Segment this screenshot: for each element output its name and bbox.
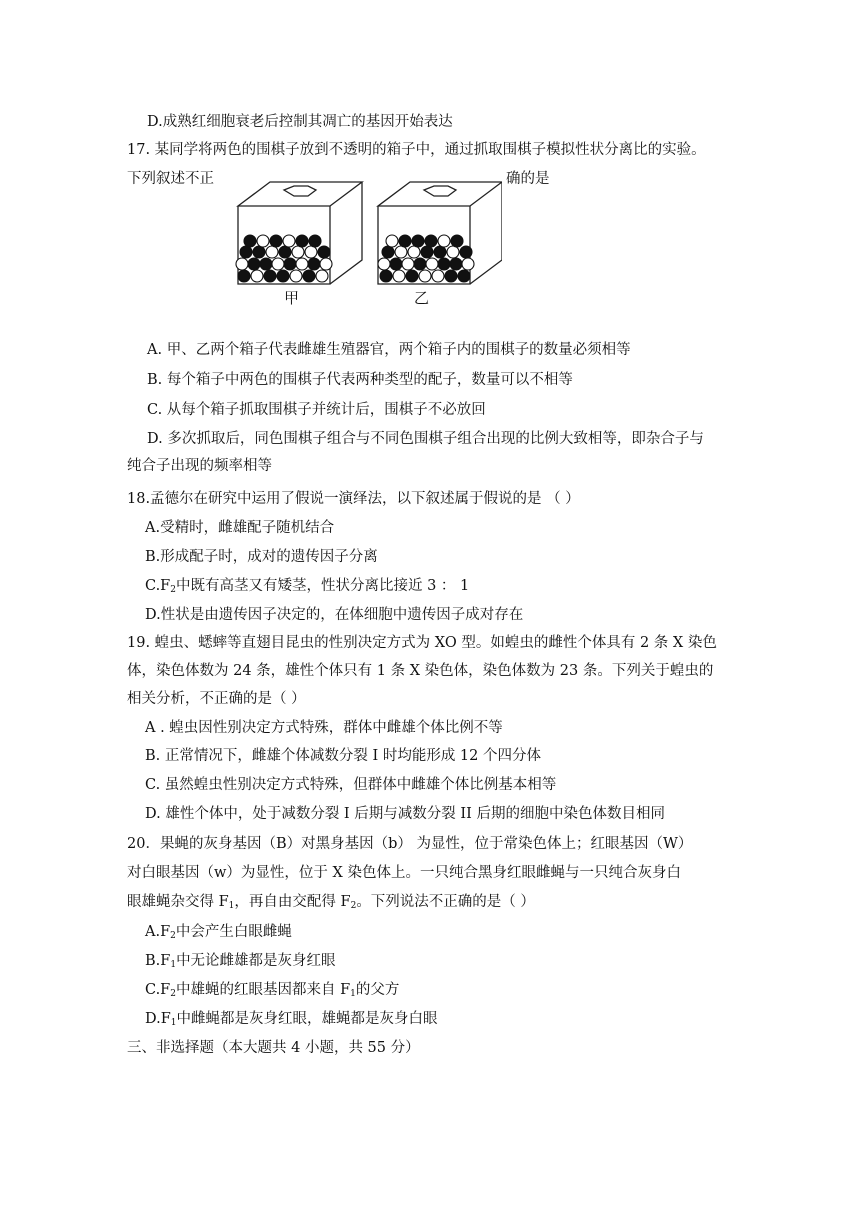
q18-option-b: B.形成配子时，成对的遗传因子分离 bbox=[145, 549, 378, 565]
q18-option-d: D.性状是由遗传因子决定的，在体细胞中遗传因子成对存在 bbox=[145, 607, 524, 623]
go-stone bbox=[260, 258, 272, 270]
go-stone bbox=[390, 258, 402, 270]
go-stone bbox=[426, 258, 438, 270]
go-stone bbox=[240, 246, 252, 258]
go-stone bbox=[236, 258, 248, 270]
go-stone bbox=[290, 270, 302, 282]
q18-option-a: A.受精时，雌雄配子随机结合 bbox=[145, 520, 335, 536]
go-stone bbox=[284, 258, 296, 270]
q20-option-b: $B.F_1$中无论雌雄都是灰身红眼 bbox=[145, 953, 336, 970]
q19-stem-line1: 19. 蝗虫、蟋蟀等直翅目昆虫的性别决定方式为 XO 型。如蝗虫的雌性个体具有 2 条 X 染色 bbox=[127, 635, 717, 651]
q20-option-a: $A.F_2$中会产生白眼雌蝇 bbox=[145, 924, 292, 941]
q16-option-d: D.成熟红细胞衰老后控制其凋亡的基因开始表达 bbox=[147, 114, 453, 130]
go-stone bbox=[248, 258, 260, 270]
q19-option-a: A . 蝗虫因性别决定方式特殊，群体中雌雄个体比例不等 bbox=[145, 720, 503, 736]
q18-option-c: $C.F_2$中既有高茎又有矮茎，性状分离比接近 3 ： 1 bbox=[145, 578, 470, 595]
go-stone bbox=[393, 270, 405, 282]
q17-option-b: B. 每个箱子中两色的围棋子代表两种类型的配子，数量可以不相等 bbox=[147, 372, 573, 388]
q18-stem: 18.孟德尔在研究中运用了假说一演绎法，以下叙述属于假说的是 （ ） bbox=[127, 491, 580, 507]
go-stone bbox=[253, 246, 265, 258]
go-stone bbox=[445, 270, 457, 282]
go-stone bbox=[264, 270, 276, 282]
go-stone bbox=[318, 246, 330, 258]
go-stone bbox=[296, 258, 308, 270]
q19-option-c: C. 虽然蝗虫性别决定方式特殊，但群体中雌雄个体比例基本相等 bbox=[145, 777, 557, 793]
go-stone bbox=[406, 270, 418, 282]
go-stone bbox=[303, 270, 315, 282]
go-stone bbox=[308, 258, 320, 270]
go-stone bbox=[320, 258, 332, 270]
go-stone bbox=[438, 235, 450, 247]
go-stone bbox=[395, 246, 407, 258]
go-stone bbox=[458, 270, 470, 282]
go-stone bbox=[251, 270, 263, 282]
go-stone bbox=[462, 258, 474, 270]
go-stone bbox=[270, 235, 282, 247]
go-stone bbox=[447, 246, 459, 258]
section-3-heading: 三、非选择题（本大题共 4 小题，共 55 分） bbox=[127, 1040, 420, 1056]
go-stone bbox=[382, 246, 394, 258]
go-stone bbox=[244, 235, 256, 247]
go-stone bbox=[296, 235, 308, 247]
go-stone bbox=[451, 235, 463, 247]
q17-boxes-figure bbox=[232, 178, 502, 308]
go-stone bbox=[412, 235, 424, 247]
go-stone bbox=[434, 246, 446, 258]
q17-stem-line2-left: 下列叙述不正 bbox=[127, 171, 214, 187]
go-stone bbox=[279, 246, 291, 258]
go-stone bbox=[238, 270, 250, 282]
q20-option-d: $D.F_1$中雌蝇都是灰身红眼，雄蝇都是灰身白眼 bbox=[145, 1011, 438, 1028]
q19-stem-line2: 体，染色体数为 24 条，雄性个体只有 1 条 X 染色体，染色体数为 23 条。下列关于蝗虫的 bbox=[127, 663, 714, 679]
go-stone bbox=[408, 246, 420, 258]
q19-option-d: D. 雄性个体中，处于减数分裂 I 后期与减数分裂 II 后期的细胞中染色体数目相同 bbox=[145, 806, 665, 822]
go-stone bbox=[257, 235, 269, 247]
q19-option-b: B. 正常情况下，雌雄个体减数分裂 I 时均能形成 12 个四分体 bbox=[145, 748, 541, 764]
label-yi: 乙 bbox=[414, 289, 430, 307]
go-stone bbox=[283, 235, 295, 247]
go-stone bbox=[386, 235, 398, 247]
go-stone bbox=[399, 235, 411, 247]
q17-stem-line2-right: 确的是 bbox=[506, 171, 550, 187]
go-stone bbox=[272, 258, 284, 270]
q17-option-d: D. 多次抓取后，同色围棋子组合与不同色围棋子组合出现的比例大致相等，即杂合子与 bbox=[147, 431, 704, 447]
q20-stem-line1: 20．果蝇的灰身基因（B）对黑身基因（b） 为显性，位于常染色体上；红眼基因（W） bbox=[127, 836, 693, 852]
go-stone bbox=[292, 246, 304, 258]
go-stone bbox=[432, 270, 444, 282]
q17-stem-line1: 17. 某同学将两色的围棋子放到不透明的箱子中，通过抓取围棋子模拟性状分离比的实验。 bbox=[127, 142, 706, 158]
q19-stem-line3: 相关分析，不正确的是（ ） bbox=[127, 691, 306, 707]
go-stone bbox=[438, 258, 450, 270]
go-stone bbox=[421, 246, 433, 258]
go-stone bbox=[450, 258, 462, 270]
go-stone bbox=[266, 246, 278, 258]
go-stone bbox=[402, 258, 414, 270]
q20-option-c: $C.F_2$中雄蝇的红眼基因都来自 $F_1$的父方 bbox=[145, 982, 400, 999]
go-stone bbox=[419, 270, 431, 282]
q20-stem-line3: 眼雄蝇杂交得 $F_1$，再自由交配得 $F_2$。下列说法不正确的是（ ） bbox=[127, 894, 535, 911]
balls-yi bbox=[378, 235, 474, 282]
go-stone bbox=[460, 246, 472, 258]
go-stone bbox=[277, 270, 289, 282]
q20-stem-line2: 对白眼基因（w）为显性，位于 X 染色体上。一只纯合黑身红眼雌蝇与一只纯合灰身白 bbox=[127, 865, 681, 881]
balls-jia bbox=[236, 235, 332, 282]
q17-option-a: A. 甲、乙两个箱子代表雌雄生殖器官，两个箱子内的围棋子的数量必须相等 bbox=[147, 342, 631, 358]
label-jia: 甲 bbox=[284, 289, 300, 307]
go-stone bbox=[414, 258, 426, 270]
q17-option-c: C. 从每个箱子抓取围棋子并统计后，围棋子不必放回 bbox=[147, 402, 486, 418]
go-stone bbox=[305, 246, 317, 258]
go-stone bbox=[380, 270, 392, 282]
go-stone bbox=[378, 258, 390, 270]
go-stone bbox=[425, 235, 437, 247]
q17-option-d-cont: 纯合子出现的频率相等 bbox=[127, 458, 272, 474]
go-stone bbox=[316, 270, 328, 282]
go-stone bbox=[309, 235, 321, 247]
